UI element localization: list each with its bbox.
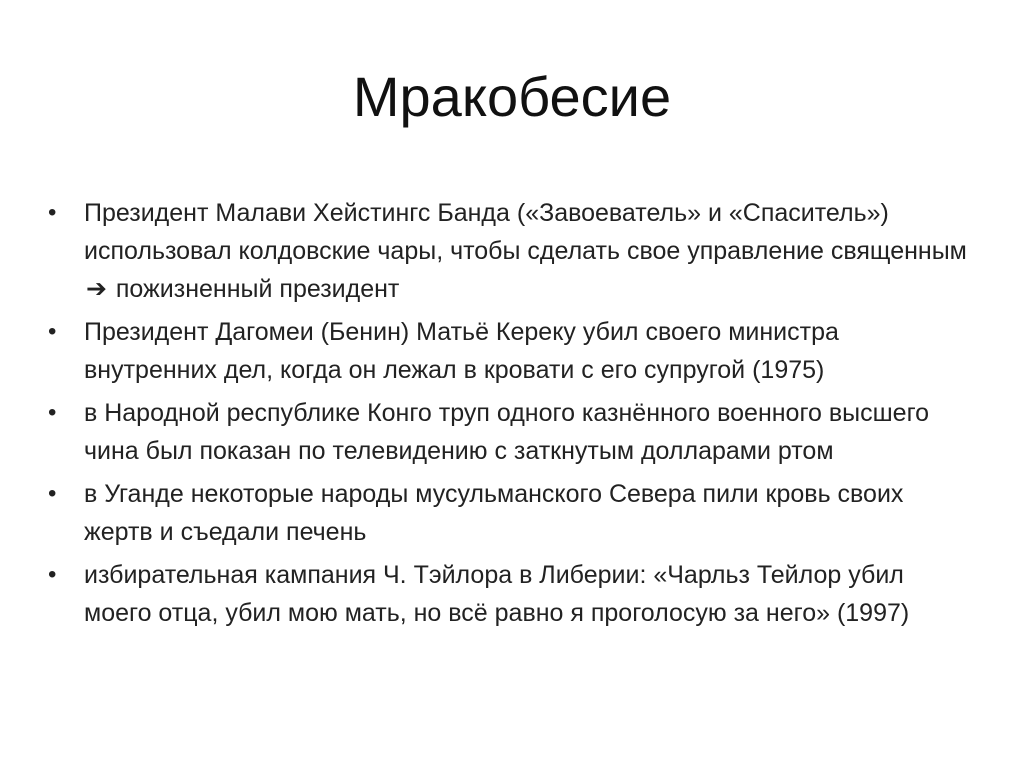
bullet-text: Президент Дагомеи (Бенин) Матьё Кереку убил своего министра внутренних дел, когда он лежал в кровати с его супругой (1975) [84,318,839,384]
bullet-item-uganda [48,475,968,551]
bullet-list [48,194,968,637]
bullet-text: избирательная кампания Ч. Тэйлора в Либерии: «Чарльз Тейлор убил моего отца, убил мою мать, но всё равно я проголосую за него» (1997) [84,561,910,627]
bullet-icon: • [48,199,57,226]
bullet-icon: • [48,561,57,588]
bullet-text: Президент Малави Хейстингс Банда («Завоеватель» и «Спаситель») использовал колдовские чары, чтобы сделать свое управление священным [84,199,967,265]
bullet-icon: • [48,318,57,345]
bullet-icon: • [48,399,57,426]
bullet-item-liberia [48,556,968,632]
right-arrow-icon: ➔ [86,275,107,303]
bullet-text: в Уганде некоторые народы мусульманского Севера пили кровь своих жертв и съедали печень [84,480,904,546]
bullet-item-banda [48,194,968,308]
slide-title: Мракобесие [352,65,672,128]
bullet-text-continuation: пожизненный президент [108,275,400,303]
bullet-icon: • [48,480,57,507]
bullet-text: в Народной республике Конго труп одного казнённого военного высшего чина был показан по телевидению с заткнутым долларами ртом [84,399,930,465]
bullet-item-kerekou [48,313,968,389]
bullet-item-congo [48,394,968,470]
